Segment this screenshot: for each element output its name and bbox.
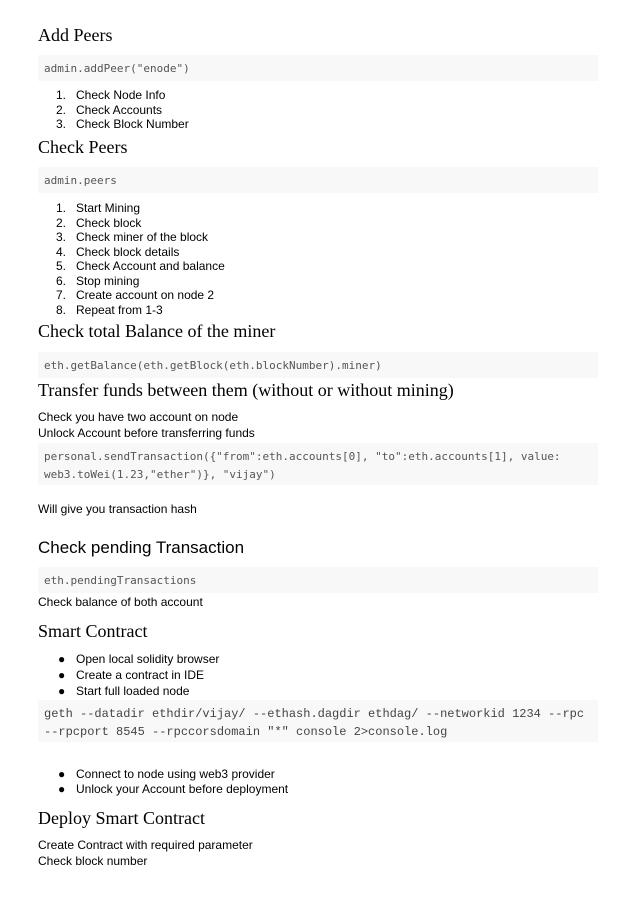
code-line: geth --datadir ethdir/vijay/ --ethash.dagdir ethdag/ --networkid 1234 --rpc (44, 707, 585, 721)
heading-add-peers: Add Peers (38, 25, 113, 45)
list-add-peers (38, 88, 189, 132)
heading-total-balance: Check total Balance of the miner (38, 321, 276, 341)
heading-check-peers: Check Peers (38, 137, 128, 157)
text-unlock-account: Unlock Account before transferring funds (38, 426, 255, 440)
list-item: 5. Check Account and balance (56, 259, 225, 273)
list-item: ● Unlock your Account before deployment (58, 782, 289, 796)
code-block-get-balance (38, 352, 598, 378)
code-admin-peers: admin.peers (44, 174, 117, 187)
list-item: 2. Check Accounts (56, 102, 163, 117)
text-transaction-hash: Will give you transaction hash (38, 502, 197, 516)
code-add-peer: admin.addPeer("enode") (44, 62, 190, 75)
list-item: 2. Check block (56, 215, 142, 230)
list-item: ● Connect to node using web3 provider (58, 767, 275, 781)
list-check-peers (38, 201, 225, 317)
list-item: ● Start full loaded node (58, 684, 190, 698)
heading-pending-transaction: Check pending Transaction (38, 538, 245, 557)
list-item: 4. Check block details (56, 244, 180, 259)
code-line: personal.sendTransaction({"from":eth.accounts[0], "to":eth.accounts[1], value: (44, 450, 561, 463)
list-item: 8. Repeat from 1-3 (56, 302, 163, 317)
list-item: 3. Check miner of the block (56, 230, 209, 244)
list-item: 3. Check Block Number (56, 117, 189, 131)
list-item: ● Open local solidity browser (58, 652, 220, 666)
text-two-accounts: Check you have two account on node (38, 410, 239, 424)
text-check-balance-both: Check balance of both account (38, 595, 203, 609)
code-block-send-transaction (38, 443, 598, 485)
text-create-contract: Create Contract with required parameter (38, 838, 253, 852)
code-block-geth (38, 700, 598, 742)
heading-transfer-funds: Transfer funds between them (without or without mining) (38, 380, 454, 400)
code-line: web3.toWei(1.23,"ether")}, "vijay") (44, 468, 276, 481)
list-item: 1. Check Node Info (56, 88, 166, 102)
code-block-pending (38, 567, 598, 593)
text-check-block-number: Check block number (38, 854, 148, 868)
list-smart-contract (38, 651, 219, 699)
list-smart-contract-2 (38, 767, 288, 797)
code-line: --rpcport 8545 --rpccorsdomain "*" console 2>console.log (44, 725, 448, 739)
code-block-add-peer (38, 55, 598, 81)
code-block-admin-peers (38, 167, 598, 193)
list-item: 6. Stop mining (56, 273, 140, 288)
heading-smart-contract: Smart Contract (38, 621, 148, 641)
list-item: 1. Start Mining (56, 201, 141, 215)
code-pending: eth.pendingTransactions (44, 574, 197, 587)
list-item: ● Create a contract in IDE (58, 668, 205, 682)
heading-deploy-smart-contract: Deploy Smart Contract (38, 808, 205, 828)
list-item: 7. Create account on node 2 (56, 288, 215, 302)
code-get-balance: eth.getBalance(eth.getBlock(eth.blockNumber).miner) (44, 359, 382, 372)
